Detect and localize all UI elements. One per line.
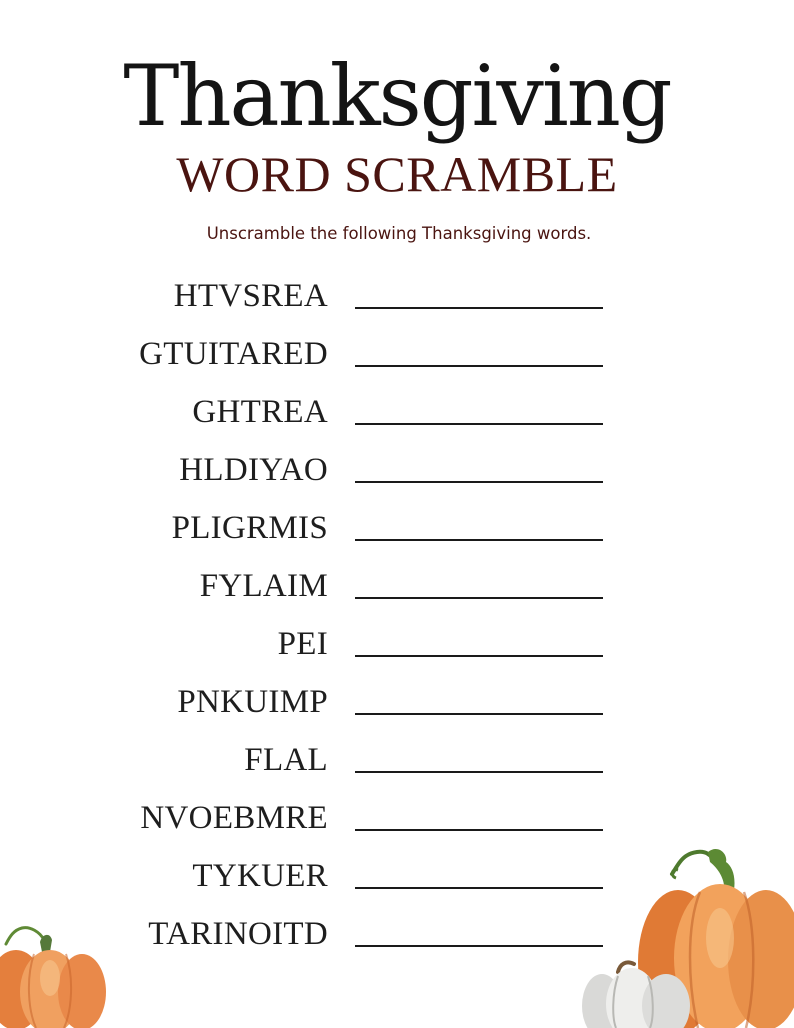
answer-line	[355, 771, 603, 773]
answer-line	[355, 713, 603, 715]
page-subtitle: WORD SCRAMBLE	[176, 146, 618, 202]
word-row	[0, 502, 794, 560]
pumpkin-pair-icon	[580, 846, 794, 1028]
word-row	[0, 386, 794, 444]
word-row	[0, 618, 794, 676]
scrambled-word: TARINOITD	[148, 916, 328, 952]
answer-line	[355, 365, 603, 367]
scrambled-word: GHTREA	[192, 394, 328, 430]
word-row	[0, 792, 794, 850]
answer-line	[355, 829, 603, 831]
word-row	[0, 676, 794, 734]
scrambled-word: GTUITARED	[139, 336, 328, 372]
word-row	[0, 270, 794, 328]
answer-line	[355, 423, 603, 425]
scrambled-word: FYLAIM	[199, 568, 328, 604]
word-row	[0, 560, 794, 618]
word-row	[0, 734, 794, 792]
instructions-text: Unscramble the following Thanksgiving words.	[206, 224, 592, 243]
answer-line	[355, 597, 603, 599]
scrambled-word: NVOEBMRE	[140, 800, 328, 836]
answer-line	[355, 945, 603, 947]
scrambled-word: PEI	[277, 626, 328, 662]
page-title: Thanksgiving	[123, 47, 671, 145]
answer-line	[355, 481, 603, 483]
scrambled-word: FLAL	[244, 742, 328, 778]
answer-line	[355, 655, 603, 657]
word-row	[0, 444, 794, 502]
word-row	[0, 328, 794, 386]
answer-line	[355, 887, 603, 889]
scrambled-word: HTVSREA	[173, 278, 328, 314]
answer-line	[355, 539, 603, 541]
scrambled-word: PLIGRMIS	[171, 510, 328, 546]
scrambled-word: PNKUIMP	[177, 684, 328, 720]
orange-pumpkin-icon	[0, 918, 110, 1028]
scrambled-word: HLDIYAO	[179, 452, 328, 488]
answer-line	[355, 307, 603, 309]
scrambled-word: TYKUER	[192, 858, 328, 894]
